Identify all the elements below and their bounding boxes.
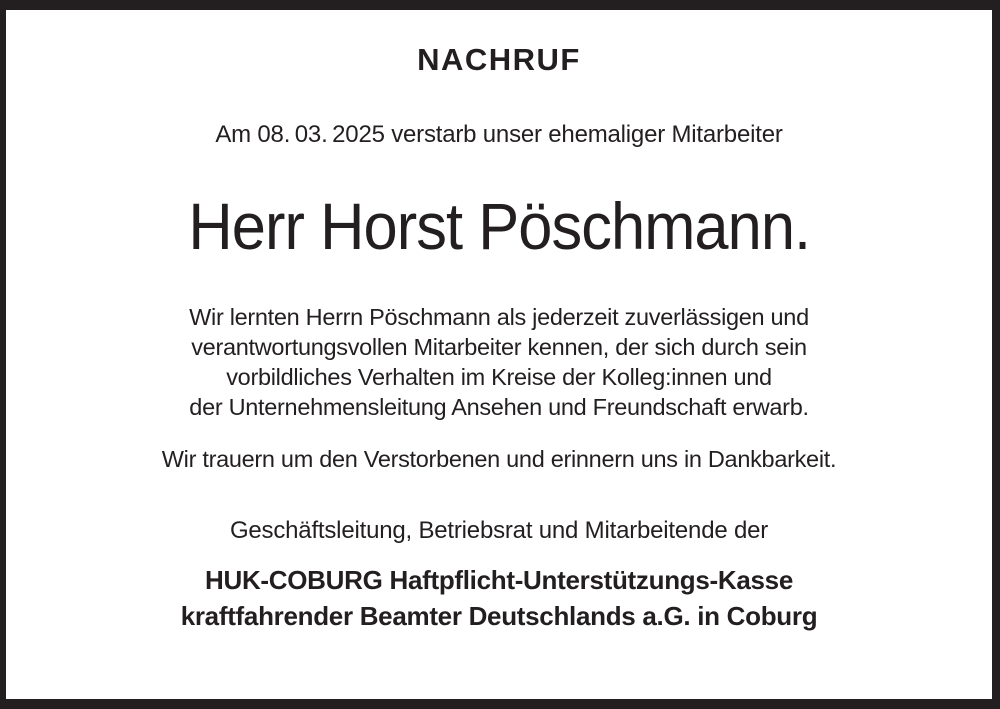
- organization-line-1: HUK-COBURG Haftpflicht-Unterstützungs-Kasse: [205, 565, 793, 596]
- tribute-line-2: verantwortungsvollen Mitarbeiter kennen, der sich durch sein: [191, 334, 807, 361]
- tribute-line-3: vorbildliches Verhalten im Kreise der Kolleg:innen und: [226, 364, 772, 391]
- deceased-name: [6, 190, 992, 263]
- death-announcement-line: Am 08. 03. 2025 verstarb unser ehemaliger Mitarbeiter: [215, 121, 783, 148]
- obituary-title: NACHRUF: [417, 42, 581, 77]
- organization-line-2: kraftfahrender Beamter Deutschlands a.G. in Coburg: [180, 601, 818, 632]
- tribute-line-4: der Unternehmensleitung Ansehen und Freundschaft erwarb.: [189, 394, 809, 421]
- tribute-paragraph: [6, 302, 992, 422]
- organization-name: [6, 562, 992, 634]
- signature-intro-line: Geschäftsleitung, Betriebsrat und Mitarbeitende der: [229, 517, 769, 545]
- deceased-name-text: Herr Horst Pöschmann.: [188, 188, 810, 263]
- mourning-line: Wir trauern um den Verstorbenen und erinnern uns in Dankbarkeit.: [161, 446, 837, 473]
- tribute-line-1: Wir lernten Herrn Pöschmann als jederzeit zuverlässigen und: [189, 304, 809, 331]
